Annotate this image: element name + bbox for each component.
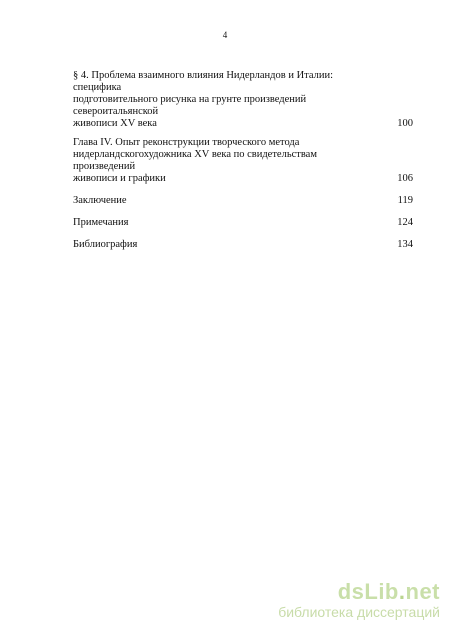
toc-entry-bibliography <box>73 239 413 251</box>
logo-prefix: dsLib <box>337 579 399 604</box>
dslib-watermark <box>278 580 440 620</box>
toc-entry-notes <box>73 217 413 229</box>
toc-entry-title-line: § 4. Проблема взаимного влияния Нидерландов и Италии: специфика <box>73 70 334 93</box>
toc-entry-page: 134 <box>397 239 413 250</box>
toc-entry-page: 100 <box>397 118 413 129</box>
toc-entry-page: 119 <box>397 195 413 206</box>
toc-entry-title-line: подготовительного рисунка на грунте произведений североитальянской <box>73 94 307 117</box>
toc-entry-title-line: Глава IV. Опыт реконструкции творческого метода <box>73 137 300 148</box>
dslib-logo <box>278 580 440 604</box>
toc-entry-page: 106 <box>397 173 413 184</box>
watermark-tagline: библиотека диссертаций <box>278 604 440 620</box>
toc-entry-title-line: живописи и графики <box>73 173 166 184</box>
table-of-contents <box>73 70 413 261</box>
toc-entry-title-line: Заключение <box>73 195 127 206</box>
toc-entry-page: 124 <box>397 217 413 228</box>
toc-entry-title-line: нидерландскогохудожника XV века по свидетельствам произведений <box>73 149 317 172</box>
toc-entry-title-line: Примечания <box>73 217 129 228</box>
toc-entry-conclusion <box>73 195 413 207</box>
toc-entry-title-line: Библиография <box>73 239 138 250</box>
logo-dot: . <box>398 579 406 604</box>
page-number: 4 <box>222 30 228 40</box>
toc-entry-section-4 <box>73 70 413 130</box>
toc-entry-title-line: живописи XV века <box>73 118 157 129</box>
logo-suffix: net <box>405 579 440 604</box>
toc-entry-chapter-4 <box>73 137 413 185</box>
